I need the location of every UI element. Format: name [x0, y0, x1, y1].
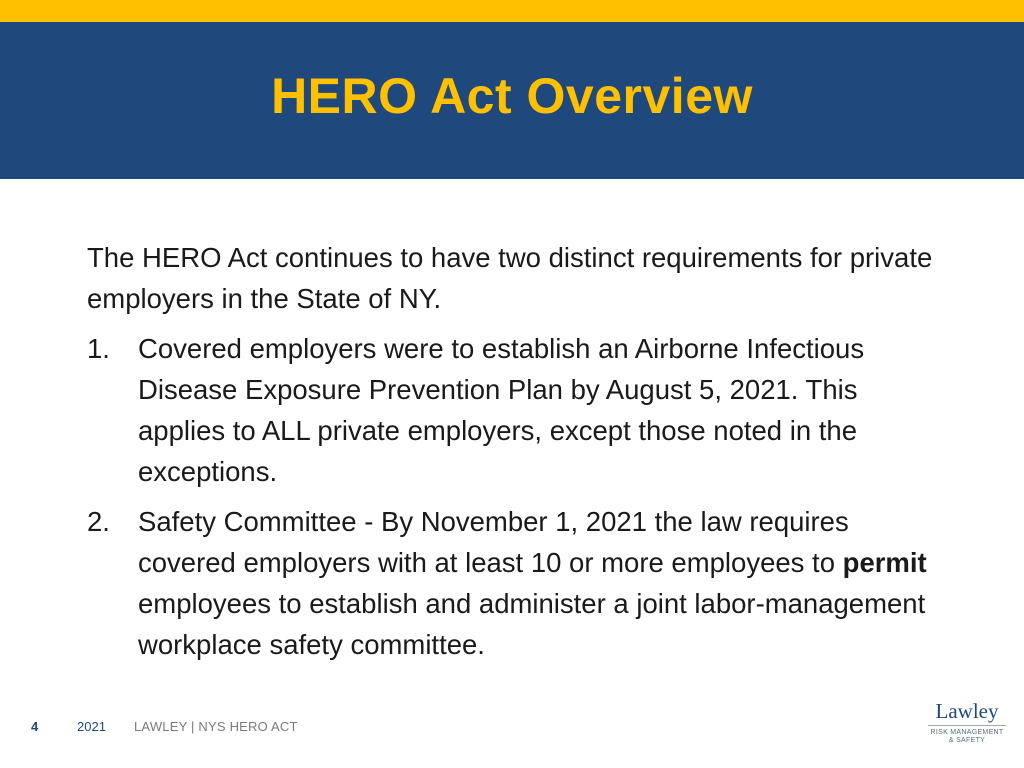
requirements-list	[87, 328, 947, 665]
list-item-number: 1.	[87, 333, 110, 364]
slide-footer	[0, 712, 1024, 742]
logo-divider	[928, 725, 1006, 726]
title-banner	[0, 22, 1024, 179]
logo-subtitle-line2: & SAFETY	[948, 737, 986, 744]
list-item-number: 2.	[87, 506, 110, 537]
intro-paragraph	[87, 237, 947, 319]
slide-title: HERO Act Overview	[271, 67, 753, 124]
list-item-text: Covered employers were to establish an Airborne Infectious Disease Exposure Prevention Plan by August 5, 2021. This applies to ALL private employers, except those noted in the exceptions.	[138, 333, 865, 487]
list-item-text-before: Safety Committee - By November 1, 2021 the law requires covered employers with at least 10 or more employees to	[138, 506, 849, 578]
list-item-text-after: employees to establish and administer a joint labor-management workplace safety committee.	[138, 588, 926, 660]
footer-label: LAWLEY | NYS HERO ACT	[134, 719, 298, 734]
logo-name: Lawley	[935, 699, 999, 723]
intro-text: The HERO Act continues to have two distinct requirements for private employers in the State of NY.	[87, 242, 933, 314]
logo-subtitle-line1: RISK MANAGEMENT	[930, 729, 1004, 736]
footer-year: 2021	[77, 719, 106, 734]
page-number: 4	[31, 719, 39, 734]
list-item	[87, 328, 947, 492]
top-accent-stripe	[0, 0, 1024, 22]
lawley-logo	[924, 700, 1010, 745]
slide-body	[87, 237, 947, 674]
list-item	[87, 501, 947, 665]
list-item-text-bold: permit	[842, 547, 927, 578]
list-item-text	[138, 506, 927, 660]
